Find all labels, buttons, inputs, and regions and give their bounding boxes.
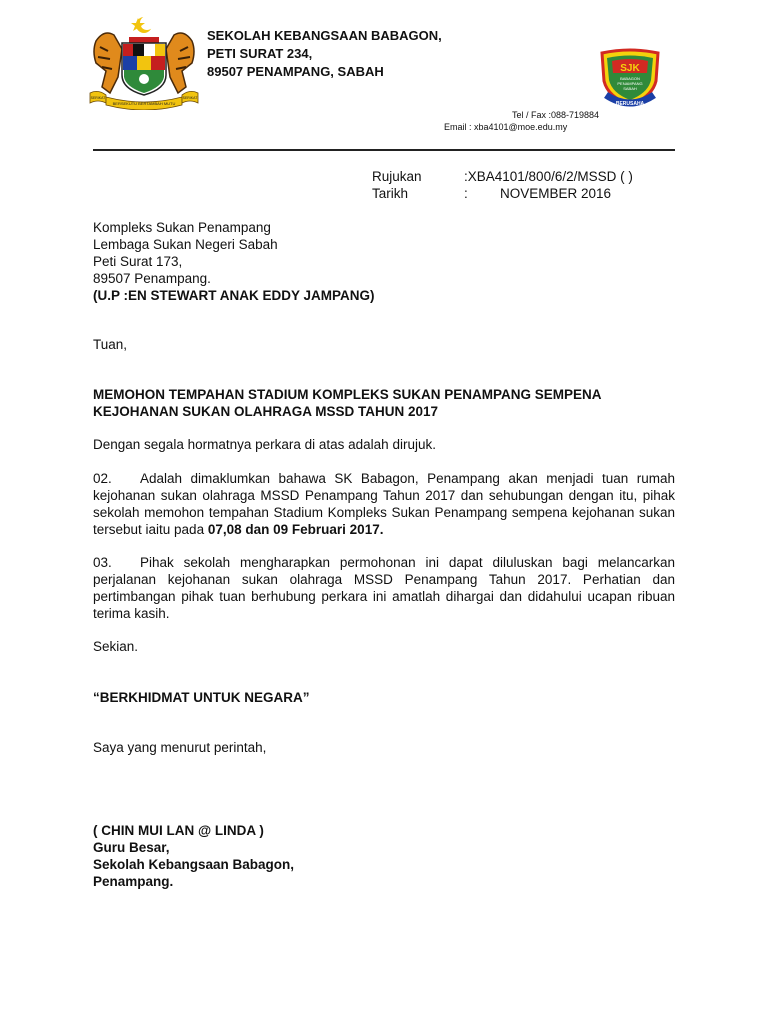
school-badge-logo — [598, 47, 662, 111]
recipient-line3: Peti Surat 173, — [93, 254, 183, 269]
shield-icon — [122, 43, 166, 95]
recipient-line1: Kompleks Sukan Penampang — [93, 220, 271, 235]
crescent-star-icon — [131, 16, 154, 33]
paragraph-02 — [93, 470, 675, 538]
tarikh-value: NOVEMBER 2016 — [500, 186, 612, 201]
signature-block — [93, 822, 294, 890]
school-name: SEKOLAH KEBANGSAAN BABAGON, — [207, 28, 442, 43]
closing: Sekian. — [93, 639, 139, 654]
school-postcode-city: 89507 PENAMPANG, SABAH — [207, 64, 384, 79]
school-address-block — [207, 27, 442, 81]
salutation: Tuan, — [93, 337, 128, 352]
email: Email : xba4101@moe.edu.my — [444, 122, 568, 132]
badge-line1: BABAGON — [620, 76, 640, 81]
sign-off: Saya yang menurut perintah, — [93, 740, 267, 755]
badge-motto: BERUSAHA — [615, 101, 645, 107]
scroll-motto-text: BERSEKUTU BERTAMBAH MUTU — [112, 101, 176, 106]
recipient-address — [93, 219, 375, 304]
scroll-left-text: SERIKAT — [90, 96, 106, 100]
signatory-name: ( CHIN MUI LAN @ LINDA ) — [93, 823, 264, 838]
rujukan-label: Rujukan — [372, 169, 422, 184]
tel-fax: Tel / Fax :088-719884 — [512, 110, 600, 120]
signatory-town: Penampang. — [93, 874, 174, 889]
recipient-line4: 89507 Penampang. — [93, 271, 211, 286]
paragraph-02-number: 02. — [93, 471, 112, 486]
paragraph-03-number: 03. — [93, 555, 112, 570]
school-po-box: PETI SURAT 234, — [207, 46, 313, 61]
paragraph-03-text: Pihak sekolah mengharapkan permohonan ini dapat diluluskan bagi melancarkan perjalanan kejohanan sukan olahraga MSSD Penampang Tahun 2017. Perhatian dan pertimbangan pihak tuan berhubung perkara ini amatlah dihargai dan didahului ucapan ribuan terima kasih. — [93, 555, 675, 621]
coat-of-arms-logo — [88, 15, 200, 110]
tarikh-label: Tarikh — [372, 186, 409, 201]
motto: “BERKHIDMAT UNTUK NEGARA” — [93, 690, 310, 705]
paragraph-02-text: Adalah dimaklumkan bahawa SK Babagon, Penampang akan menjadi tuan rumah kejohanan sukan olahraga MSSD Penampang Tahun 2017 dan sehubungan dengan itu, pihak sekolah memohon tempahan Stadium Kompleks Sukan Penampang sempena kejohanan sukan tersebut iaitu pada — [93, 471, 675, 537]
tarikh-colon: : — [464, 186, 468, 201]
recipient-line2: Lembaga Sukan Negeri Sabah — [93, 237, 278, 252]
rujukan-value: :XBA4101/800/6/2/MSSD ( ) — [464, 169, 633, 184]
badge-line2: PENAMPANG — [617, 81, 643, 86]
tiger-right-icon — [166, 33, 194, 93]
paragraph-02-dates: 07,08 dan 09 Februari 2017. — [207, 522, 384, 537]
header-divider — [93, 149, 675, 151]
letter-subject: MEMOHON TEMPAHAN STADIUM KOMPLEKS SUKAN PENAMPANG SEMPENA KEJOHANAN SUKAN OLAHRAGA MSSD TAHUN 2017 — [93, 387, 602, 419]
scroll-right-text: SERIKAT — [182, 96, 198, 100]
paragraph-03 — [93, 554, 675, 622]
intro-paragraph: Dengan segala hormatnya perkara di atas adalah dirujuk. — [93, 437, 436, 452]
tiger-left-icon — [94, 33, 122, 93]
badge-initials: SJK — [620, 63, 640, 74]
recipient-attention: (U.P :EN STEWART ANAK EDDY JAMPANG) — [93, 288, 375, 303]
badge-line3: SABAH — [623, 86, 637, 91]
signatory-school: Sekolah Kebangsaan Babagon, — [93, 857, 295, 872]
signatory-title: Guru Besar, — [93, 840, 170, 855]
